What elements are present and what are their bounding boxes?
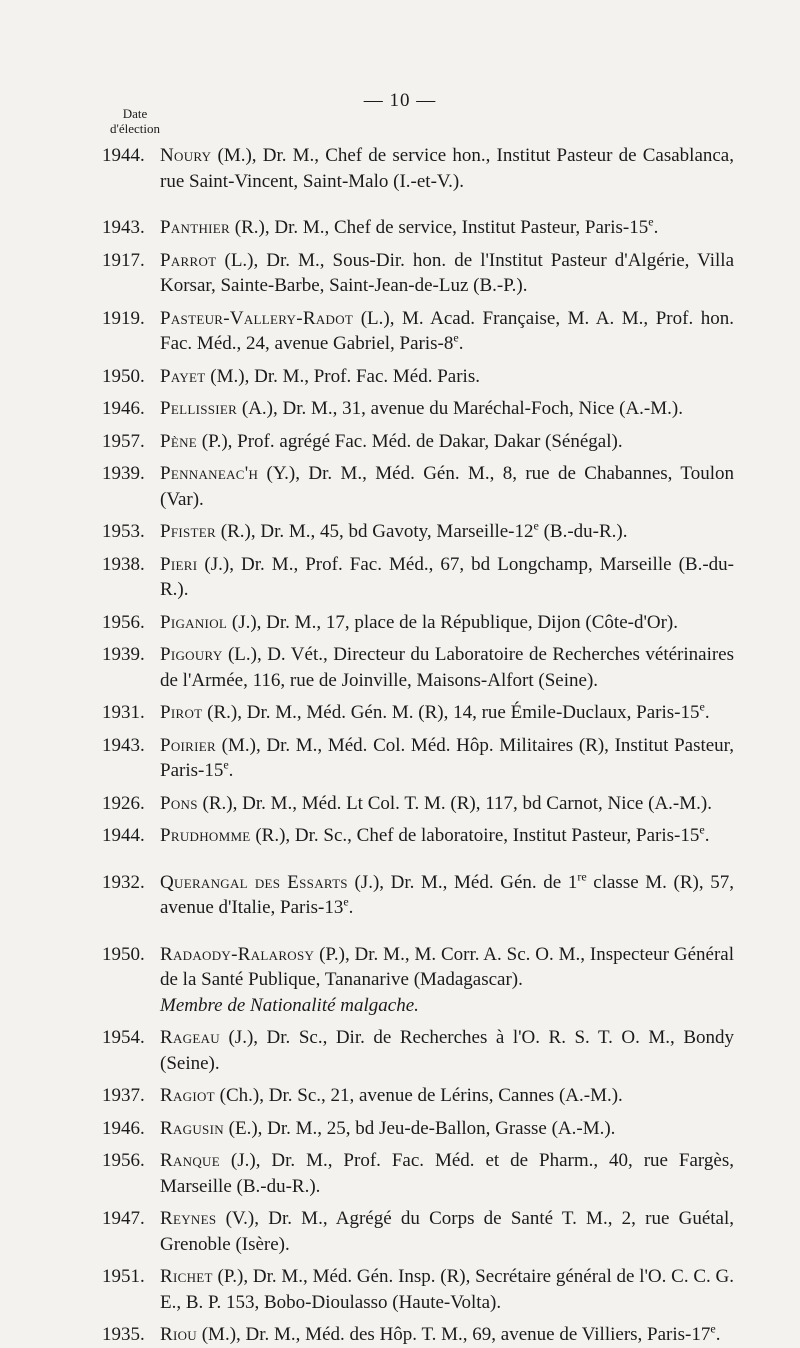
- member-name: Pène: [160, 430, 198, 452]
- member-name: Parrot: [160, 249, 217, 271]
- election-year: 1947.: [102, 1208, 145, 1229]
- member-details: [160, 1264, 734, 1315]
- member-note: Membre de Nationalité malgache.: [160, 994, 419, 1016]
- member-name: Pons: [160, 792, 198, 814]
- election-year: 1939.: [102, 644, 145, 665]
- election-year: 1938.: [102, 553, 145, 575]
- election-year: 1956.: [102, 1150, 145, 1171]
- list-item: [102, 1148, 734, 1199]
- member-info: (J.), Dr. Sc., Dir. de Recherches à l'O. R. S. T. O. M., Bondy (Seine).: [160, 1027, 734, 1074]
- member-name: Pieri: [160, 553, 198, 575]
- date-header-label: Date: [122, 106, 148, 121]
- list-item: [102, 461, 734, 512]
- member-details: [160, 461, 734, 512]
- member-info: (P.), Dr. M., Méd. Gén. Insp. (R), Secrétaire général de l'O. C. C. G. E., B. P. 153, Bobo-Dioulasso (Haute-Volta).: [160, 1266, 734, 1313]
- list-item: [102, 1083, 734, 1109]
- member-name: Panthier: [160, 217, 231, 238]
- member-details: [160, 429, 734, 455]
- page-number: — 10 —: [363, 90, 437, 111]
- member-name: Pfister: [160, 521, 217, 542]
- member-details: [160, 215, 734, 241]
- election-year: 1935.: [102, 1324, 145, 1345]
- list-item: [102, 1116, 734, 1142]
- member-details: [160, 1025, 734, 1076]
- member-name: Poirier: [160, 734, 216, 756]
- list-item: [102, 791, 734, 817]
- list-item: [102, 700, 734, 726]
- member-details: [160, 552, 734, 603]
- member-details: [160, 823, 734, 849]
- member-details: [160, 1206, 734, 1257]
- list-item: [102, 519, 734, 545]
- date-header-sublabel: d'élection: [110, 121, 160, 136]
- election-year: 1937.: [102, 1085, 145, 1106]
- member-name: Radaody-Ralarosy: [160, 943, 315, 965]
- member-details: [160, 791, 734, 817]
- election-year: 1919.: [102, 307, 145, 329]
- member-name: Pirot: [160, 702, 203, 723]
- member-info: (E.), Dr. M., 25, bd Jeu-de-Ballon, Grasse (A.-M.).: [223, 1117, 616, 1139]
- member-name: Pasteur-Vallery-Radot: [160, 307, 354, 329]
- list-item: [102, 870, 734, 921]
- list-item: [102, 610, 734, 636]
- member-info: (M.), Dr. M., Prof. Fac. Méd. Paris.: [205, 365, 480, 387]
- member-info: (R.), Dr. M., 45, bd Gavoty, Marseille-12e (B.-du-R.).: [216, 518, 628, 542]
- member-info: (J.), Dr. M., Méd. Gén. de 1re classe M. (R), 57, avenue d'Italie, Paris-13e.: [160, 869, 734, 918]
- list-item: [102, 642, 734, 693]
- election-year: 1957.: [102, 430, 145, 452]
- member-details: [160, 519, 734, 545]
- election-year: 1917.: [102, 249, 145, 271]
- election-year: 1950.: [102, 943, 145, 965]
- election-year: 1926.: [102, 792, 145, 814]
- member-info: (R.), Dr. M., Méd. Lt Col. T. M. (R), 117, bd Carnot, Nice (A.-M.).: [197, 792, 712, 814]
- member-info: (J.), Dr. M., 17, place de la République, Dijon (Côte-d'Or).: [227, 611, 679, 633]
- member-info: (M.), Dr. M., Chef de service hon., Institut Pasteur de Casablanca, rue Saint-Vincent, Saint-Malo (I.-et-V.).: [160, 145, 734, 192]
- election-year: 1939.: [102, 463, 145, 484]
- list-item: [102, 396, 734, 422]
- list-item: [102, 248, 734, 299]
- member-details: [160, 143, 734, 194]
- member-name: Querangal des Essarts: [160, 871, 348, 893]
- member-details: [160, 870, 734, 921]
- member-info: (R.), Dr. M., Chef de service, Institut Pasteur, Paris-15e.: [230, 214, 659, 238]
- member-name: Richet: [160, 1266, 213, 1287]
- list-item: [102, 429, 734, 455]
- member-name: Reynes: [160, 1208, 217, 1229]
- list-item: [102, 306, 734, 357]
- election-year: 1954.: [102, 1027, 145, 1048]
- election-year: 1943.: [102, 217, 145, 238]
- member-details: [160, 733, 734, 784]
- election-year: 1944.: [102, 825, 145, 846]
- list-item: [102, 942, 734, 1019]
- member-info: (P.), Prof. agrégé Fac. Méd. de Dakar, Dakar (Sénégal).: [197, 430, 623, 452]
- member-info: (M.), Dr. M., Méd. Col. Méd. Hôp. Militaires (R), Institut Pasteur, Paris-15e.: [160, 734, 734, 781]
- member-details: [160, 642, 734, 693]
- election-year: 1943.: [102, 734, 145, 756]
- list-item: [102, 1206, 734, 1257]
- member-details: [160, 364, 734, 390]
- member-name: Pellissier: [160, 398, 238, 419]
- member-name: Prudhomme: [160, 825, 251, 846]
- member-details: [160, 306, 734, 357]
- member-info: (R.), Dr. M., Méd. Gén. M. (R), 14, rue Émile-Duclaux, Paris-15e.: [202, 699, 710, 723]
- election-year: 1932.: [102, 871, 145, 893]
- election-year: 1944.: [102, 145, 145, 166]
- member-info: (L.), M. Acad. Française, M. A. M., Prof. hon. Fac. Méd., 24, avenue Gabriel, Paris-8e.: [160, 307, 734, 354]
- member-name: Pennaneac'h: [160, 463, 259, 484]
- member-list: [102, 143, 734, 1348]
- list-item: [102, 1025, 734, 1076]
- member-details: [160, 1116, 734, 1142]
- list-item: [102, 733, 734, 784]
- election-year: 1956.: [102, 611, 145, 633]
- member-info: (L.), Dr. M., Sous-Dir. hon. de l'Institut Pasteur d'Algérie, Villa Korsar, Sainte-Barbe, Saint-Jean-de-Luz (B.-P.).: [160, 249, 734, 296]
- member-details: [160, 1083, 734, 1109]
- member-info: (L.), D. Vét., Directeur du Laboratoire de Recherches vétérinaires de l'Armée, 116, rue de Joinville, Maisons-Alfort (Seine).: [160, 644, 734, 691]
- election-year: 1950.: [102, 365, 145, 387]
- member-details: [160, 700, 734, 726]
- list-item: [102, 1322, 734, 1348]
- member-details: [160, 610, 734, 636]
- member-info: (J.), Dr. M., Prof. Fac. Méd., 67, bd Longchamp, Marseille (B.-du-R.).: [160, 553, 734, 600]
- election-year: 1946.: [102, 1117, 145, 1139]
- list-item: [102, 215, 734, 241]
- member-info: (V.), Dr. M., Agrégé du Corps de Santé T. M., 2, rue Guétal, Grenoble (Isère).: [160, 1208, 734, 1255]
- list-item: [102, 1264, 734, 1315]
- member-name: Ragusin: [160, 1117, 224, 1139]
- list-item: [102, 823, 734, 849]
- member-info: (P.), Dr. M., M. Corr. A. Sc. O. M., Inspecteur Général de la Santé Publique, Tananarive (Madagascar).: [160, 943, 734, 990]
- member-name: Pigoury: [160, 644, 223, 665]
- member-details: [160, 1322, 734, 1348]
- member-details: [160, 248, 734, 299]
- member-details: [160, 942, 734, 1019]
- member-info: (Y.), Dr. M., Méd. Gén. M., 8, rue de Chabannes, Toulon (Var).: [160, 463, 734, 510]
- election-year: 1946.: [102, 398, 145, 419]
- member-name: Piganiol: [160, 611, 228, 633]
- election-year: 1931.: [102, 702, 145, 723]
- member-info: (J.), Dr. M., Prof. Fac. Méd. et de Pharm., 40, rue Fargès, Marseille (B.-du-R.).: [160, 1150, 734, 1197]
- member-details: [160, 396, 734, 422]
- list-item: [102, 552, 734, 603]
- member-info: (R.), Dr. Sc., Chef de laboratoire, Institut Pasteur, Paris-15e.: [250, 822, 710, 846]
- member-name: Payet: [160, 365, 206, 387]
- member-name: Riou: [160, 1324, 197, 1345]
- member-info: (A.), Dr. M., 31, avenue du Maréchal-Foch, Nice (A.-M.).: [237, 398, 683, 419]
- member-name: Rageau: [160, 1027, 220, 1048]
- election-year: 1951.: [102, 1266, 145, 1287]
- member-name: Ranque: [160, 1150, 220, 1171]
- member-name: Ragiot: [160, 1085, 215, 1106]
- list-item: [102, 364, 734, 390]
- date-column-header: [100, 106, 170, 136]
- member-details: [160, 1148, 734, 1199]
- list-item: [102, 143, 734, 194]
- member-info: (Ch.), Dr. Sc., 21, avenue de Lérins, Cannes (A.-M.).: [214, 1085, 623, 1106]
- member-name: Noury: [160, 145, 212, 166]
- election-year: 1953.: [102, 521, 145, 542]
- member-info: (M.), Dr. M., Méd. des Hôp. T. M., 69, avenue de Villiers, Paris-17e.: [196, 1321, 721, 1345]
